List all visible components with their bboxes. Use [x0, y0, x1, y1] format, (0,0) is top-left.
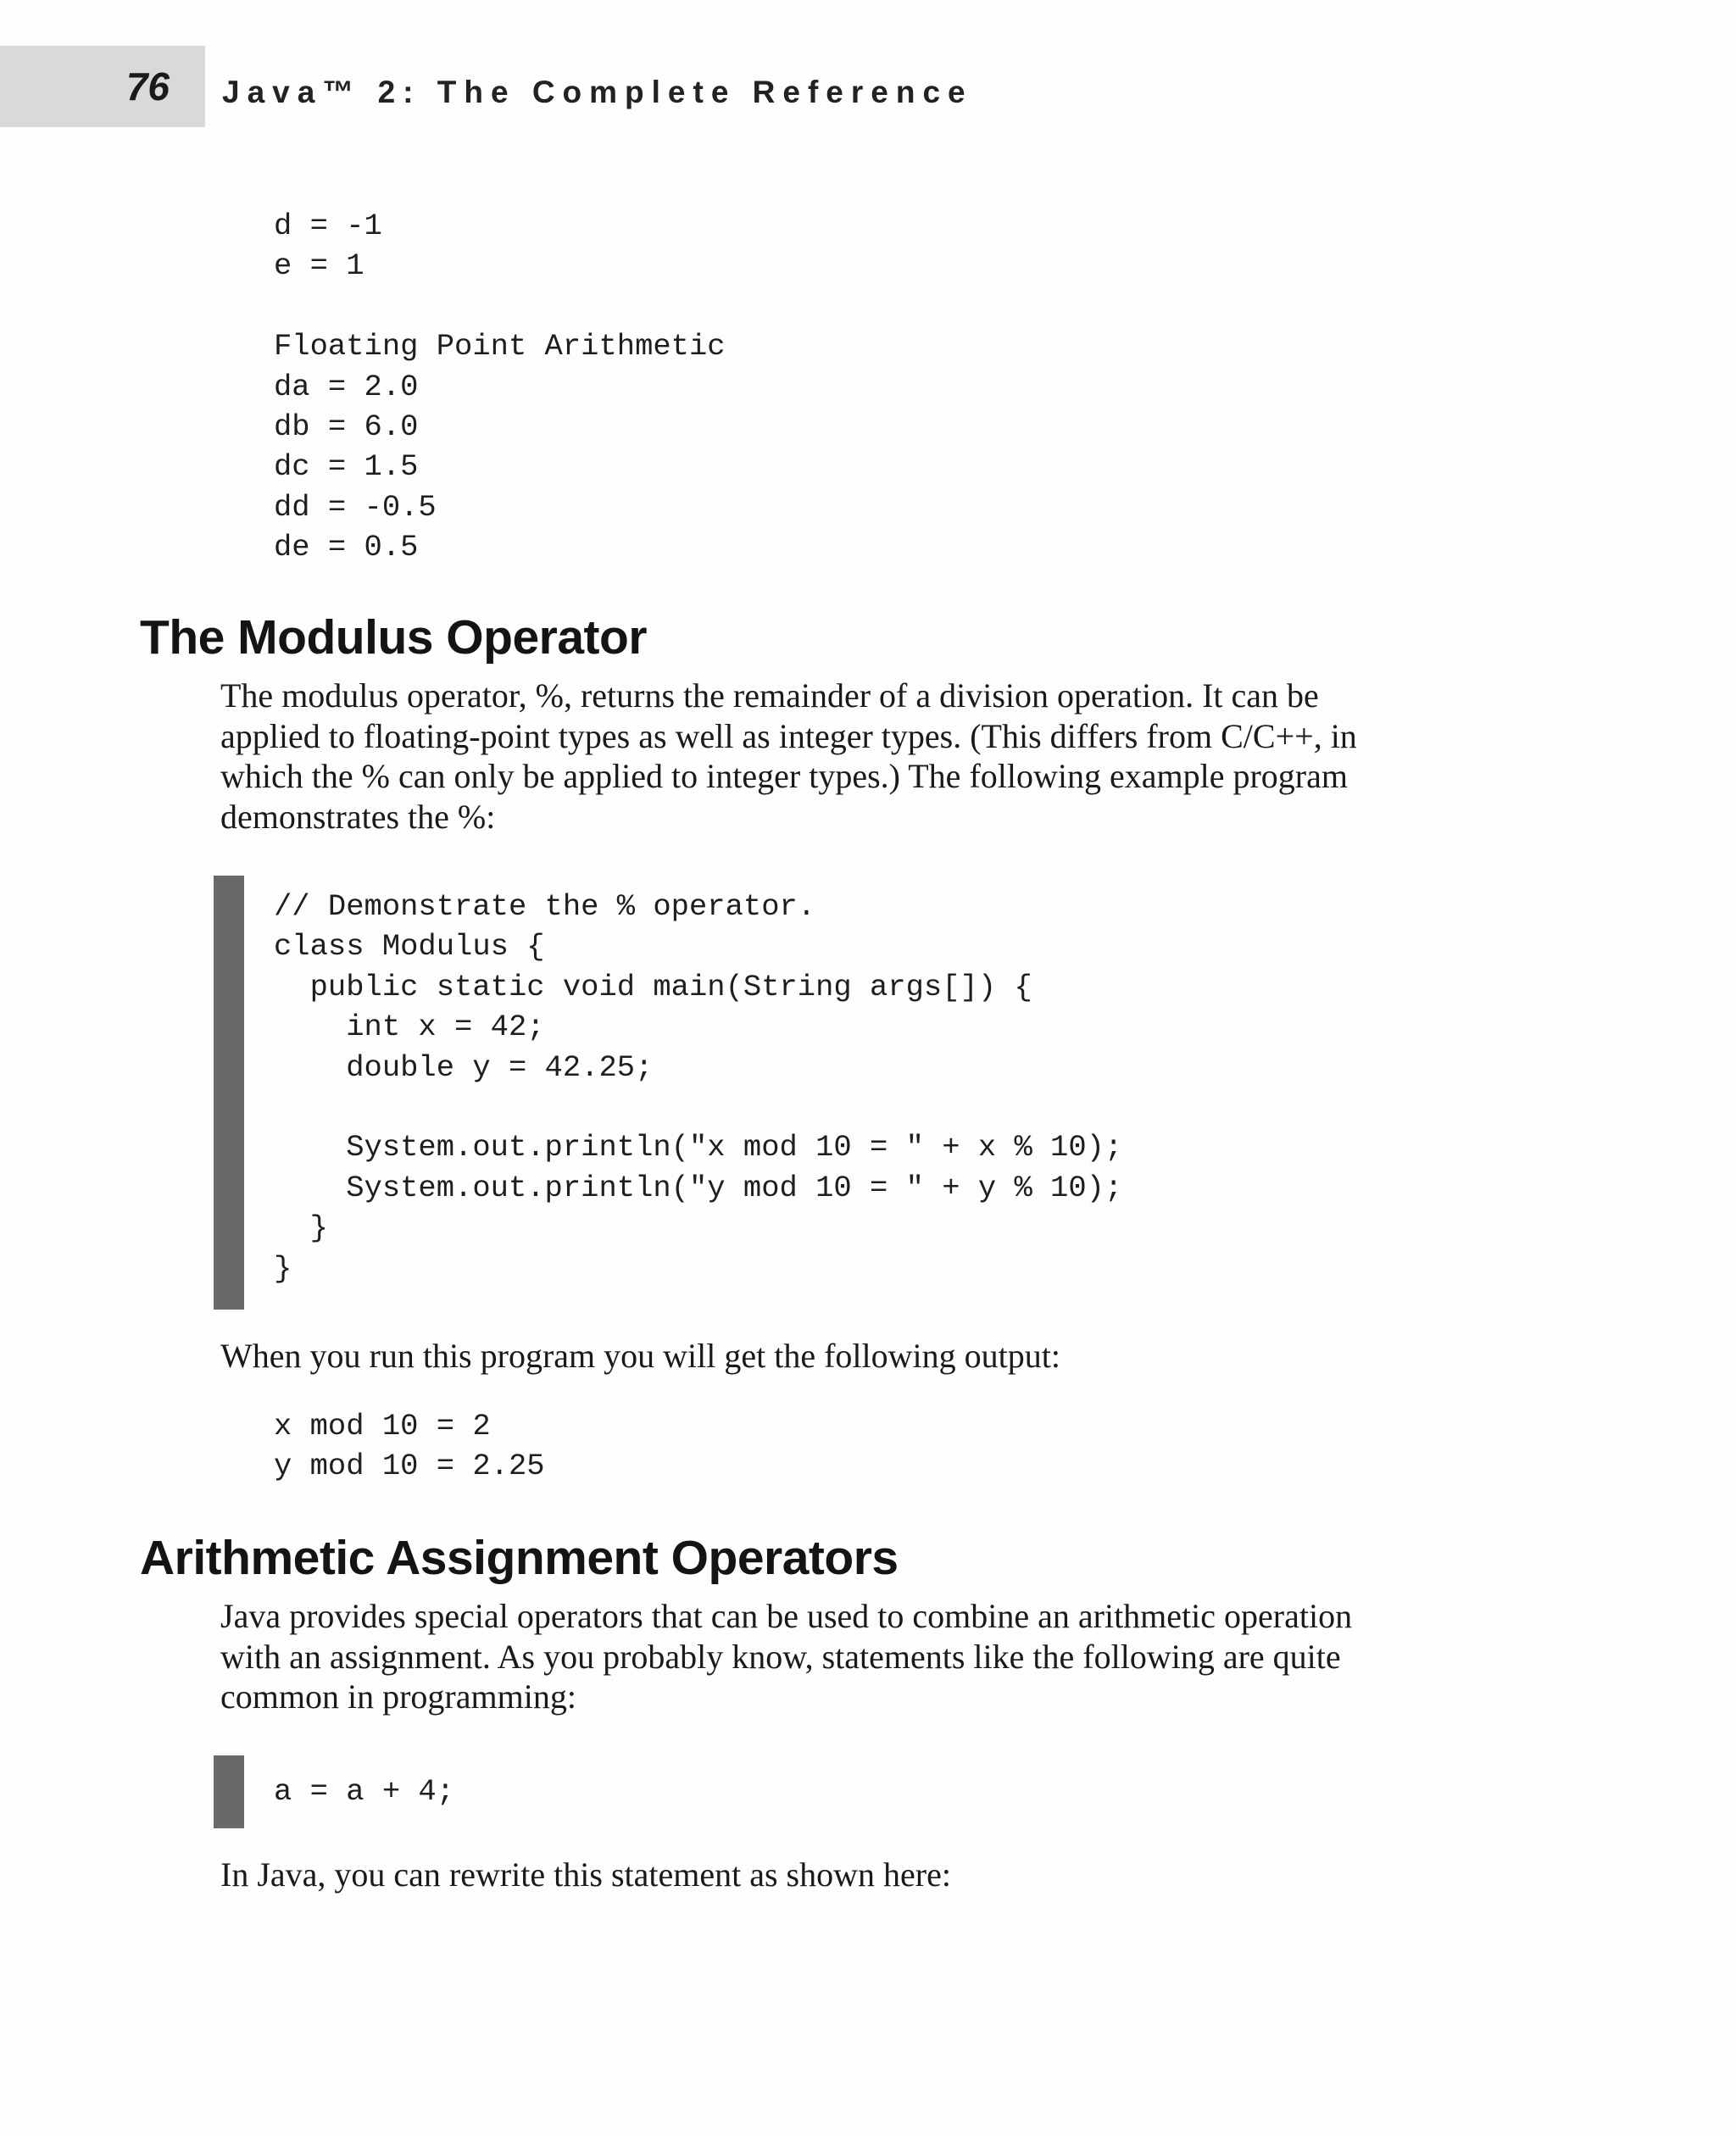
- modulus-program-output: [274, 1406, 545, 1487]
- output-line: e = 1: [274, 248, 364, 284]
- rewrite-paragraph: [220, 1855, 1492, 1895]
- program-output-top: [274, 206, 726, 568]
- code-line: public static void main(String args[]) {: [274, 969, 1032, 1004]
- paragraph-line: Java provides special operators that can be used to combine an arithmetic operation: [220, 1597, 1353, 1635]
- section-heading-arithmetic-assignment: Arithmetic Assignment Operators: [140, 1531, 899, 1585]
- paragraph-line: which the % can only be applied to integer types.) The following example program: [220, 757, 1348, 795]
- paragraph-line: applied to floating-point types as well as integer types. (This differs from C/C++, in: [220, 716, 1357, 755]
- output-line: y mod 10 = 2.25: [274, 1449, 545, 1484]
- output-line: da = 2.0: [274, 369, 419, 404]
- code-line: [274, 1087, 1122, 1127]
- code-line: System.out.println("x mod 10 = " + x % 10);: [274, 1130, 1123, 1165]
- code-line: int x = 42;: [274, 1010, 545, 1045]
- run-output-paragraph: [220, 1336, 1492, 1377]
- modulus-code-listing: [274, 887, 1122, 1288]
- code-line: a = a + 4;: [274, 1774, 455, 1809]
- code-block-bar: [214, 1755, 244, 1828]
- code-block-bar: [214, 876, 244, 1310]
- assignment-intro-paragraph: [220, 1596, 1492, 1717]
- output-line: de = 0.5: [274, 530, 419, 565]
- modulus-intro-paragraph: [220, 676, 1492, 837]
- paragraph-line: demonstrates the %:: [220, 797, 496, 836]
- paragraph-line: In Java, you can rewrite this statement as shown here:: [220, 1855, 951, 1894]
- output-line: dc = 1.5: [274, 449, 419, 485]
- output-line: d = -1: [274, 209, 382, 243]
- code-line: }: [274, 1250, 292, 1286]
- page-number: 76: [125, 64, 170, 108]
- paragraph-line: with an assignment. As you probably know, statements like the following are quite: [220, 1637, 1341, 1676]
- section-heading-modulus: The Modulus Operator: [140, 610, 648, 665]
- output-line: Floating Point Arithmetic: [274, 329, 726, 364]
- code-line: // Demonstrate the % operator.: [274, 889, 816, 924]
- running-head: Java™ 2: The Complete Reference: [222, 75, 973, 109]
- output-line: dd = -0.5: [274, 489, 437, 525]
- code-line: }: [274, 1210, 328, 1246]
- assignment-code-listing: [274, 1772, 454, 1811]
- output-line: x mod 10 = 2: [274, 1409, 491, 1443]
- code-line: System.out.println("y mod 10 = " + y % 10);: [274, 1170, 1123, 1205]
- paragraph-line: common in programming:: [220, 1677, 576, 1716]
- paragraph-line: The modulus operator, %, returns the remainder of a division operation. It can be: [220, 676, 1319, 715]
- code-line: class Modulus {: [274, 929, 545, 965]
- code-line: double y = 42.25;: [274, 1049, 654, 1085]
- output-line: db = 6.0: [274, 409, 419, 444]
- paragraph-line: When you run this program you will get the following output:: [220, 1337, 1060, 1375]
- output-line: [274, 286, 726, 326]
